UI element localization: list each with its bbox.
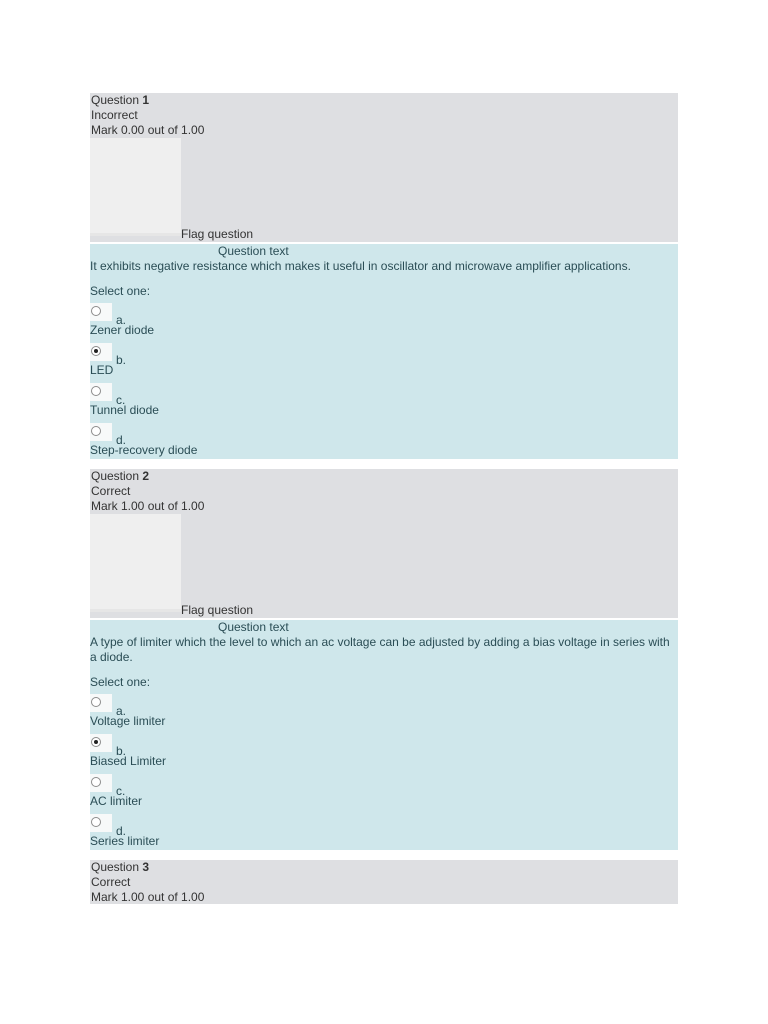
question-1-formulation bbox=[90, 244, 678, 459]
option-row-d[interactable] bbox=[90, 810, 678, 838]
flag-question-link[interactable]: Flag question bbox=[181, 603, 254, 617]
question-2-state: Correct bbox=[91, 484, 131, 498]
option-letter: a. bbox=[116, 704, 127, 718]
option-label[interactable]: Voltage limiter bbox=[90, 714, 166, 728]
question-prefix: Question bbox=[91, 469, 140, 483]
question-prefix: Question bbox=[91, 93, 140, 107]
question-2-info bbox=[90, 469, 678, 618]
question-number: 3 bbox=[142, 860, 150, 874]
option-row-c[interactable] bbox=[90, 770, 678, 798]
option-label[interactable]: LED bbox=[90, 363, 114, 377]
option-letter: b. bbox=[116, 353, 127, 367]
option-row-a[interactable] bbox=[90, 690, 678, 718]
flag-divider bbox=[90, 609, 181, 612]
radio-checked-icon[interactable] bbox=[91, 737, 101, 747]
question-text-label: Question text bbox=[218, 244, 289, 258]
option-row-a[interactable] bbox=[90, 299, 678, 327]
question-2-mark: Mark 1.00 out of 1.00 bbox=[91, 499, 205, 513]
option-letter: a. bbox=[116, 313, 127, 327]
option-row-c[interactable] bbox=[90, 379, 678, 407]
option-label[interactable]: Zener diode bbox=[90, 323, 155, 337]
question-3-heading bbox=[90, 860, 678, 875]
question-2-text: A type of limiter which the level to which an ac voltage can be adjusted by adding a bias voltage in series with a diode. bbox=[90, 635, 670, 664]
question-2-formulation bbox=[90, 620, 678, 850]
question-1-text: It exhibits negative resistance which makes it useful in oscillator and microwave amplifier applications. bbox=[90, 259, 631, 273]
question-number: 1 bbox=[142, 93, 150, 107]
question-text-label: Question text bbox=[218, 620, 289, 634]
option-label[interactable]: Series limiter bbox=[90, 834, 160, 848]
radio-icon[interactable] bbox=[91, 426, 101, 436]
question-number: 2 bbox=[142, 469, 150, 483]
option-label[interactable]: AC limiter bbox=[90, 794, 143, 808]
option-label[interactable]: Tunnel diode bbox=[90, 403, 159, 417]
radio-icon[interactable] bbox=[91, 817, 101, 827]
question-1-flag-row bbox=[90, 138, 678, 242]
question-prefix: Question bbox=[91, 860, 140, 874]
question-1-info bbox=[90, 93, 678, 242]
question-2-flag-row bbox=[90, 514, 678, 618]
question-1-mark: Mark 0.00 out of 1.00 bbox=[91, 123, 205, 137]
flag-divider bbox=[90, 233, 181, 236]
flag-icon[interactable] bbox=[90, 514, 181, 609]
radio-icon[interactable] bbox=[91, 777, 101, 787]
option-label[interactable]: Step-recovery diode bbox=[90, 443, 198, 457]
radio-icon[interactable] bbox=[91, 306, 101, 316]
question-3-mark: Mark 1.00 out of 1.00 bbox=[91, 890, 205, 904]
question-2-heading bbox=[90, 469, 678, 484]
question-3-info bbox=[90, 860, 678, 904]
option-row-d[interactable] bbox=[90, 419, 678, 447]
option-label[interactable]: Biased Limiter bbox=[90, 754, 167, 768]
option-letter: c. bbox=[116, 393, 126, 407]
radio-checked-icon[interactable] bbox=[91, 346, 101, 356]
answer-options bbox=[90, 299, 678, 459]
option-row-b[interactable] bbox=[90, 730, 678, 758]
option-row-b[interactable] bbox=[90, 339, 678, 367]
question-1-heading bbox=[90, 93, 678, 108]
question-1-state: Incorrect bbox=[91, 108, 138, 122]
flag-icon[interactable] bbox=[90, 138, 181, 233]
option-letter: b. bbox=[116, 744, 127, 758]
option-letter: c. bbox=[116, 784, 126, 798]
flag-question-link[interactable]: Flag question bbox=[181, 227, 254, 241]
radio-icon[interactable] bbox=[91, 697, 101, 707]
radio-icon[interactable] bbox=[91, 386, 101, 396]
question-3-state: Correct bbox=[91, 875, 131, 889]
answer-options bbox=[90, 690, 678, 850]
select-one-prompt: Select one: bbox=[90, 284, 151, 298]
option-letter: d. bbox=[116, 824, 127, 838]
option-letter: d. bbox=[116, 433, 127, 447]
select-one-prompt: Select one: bbox=[90, 675, 151, 689]
